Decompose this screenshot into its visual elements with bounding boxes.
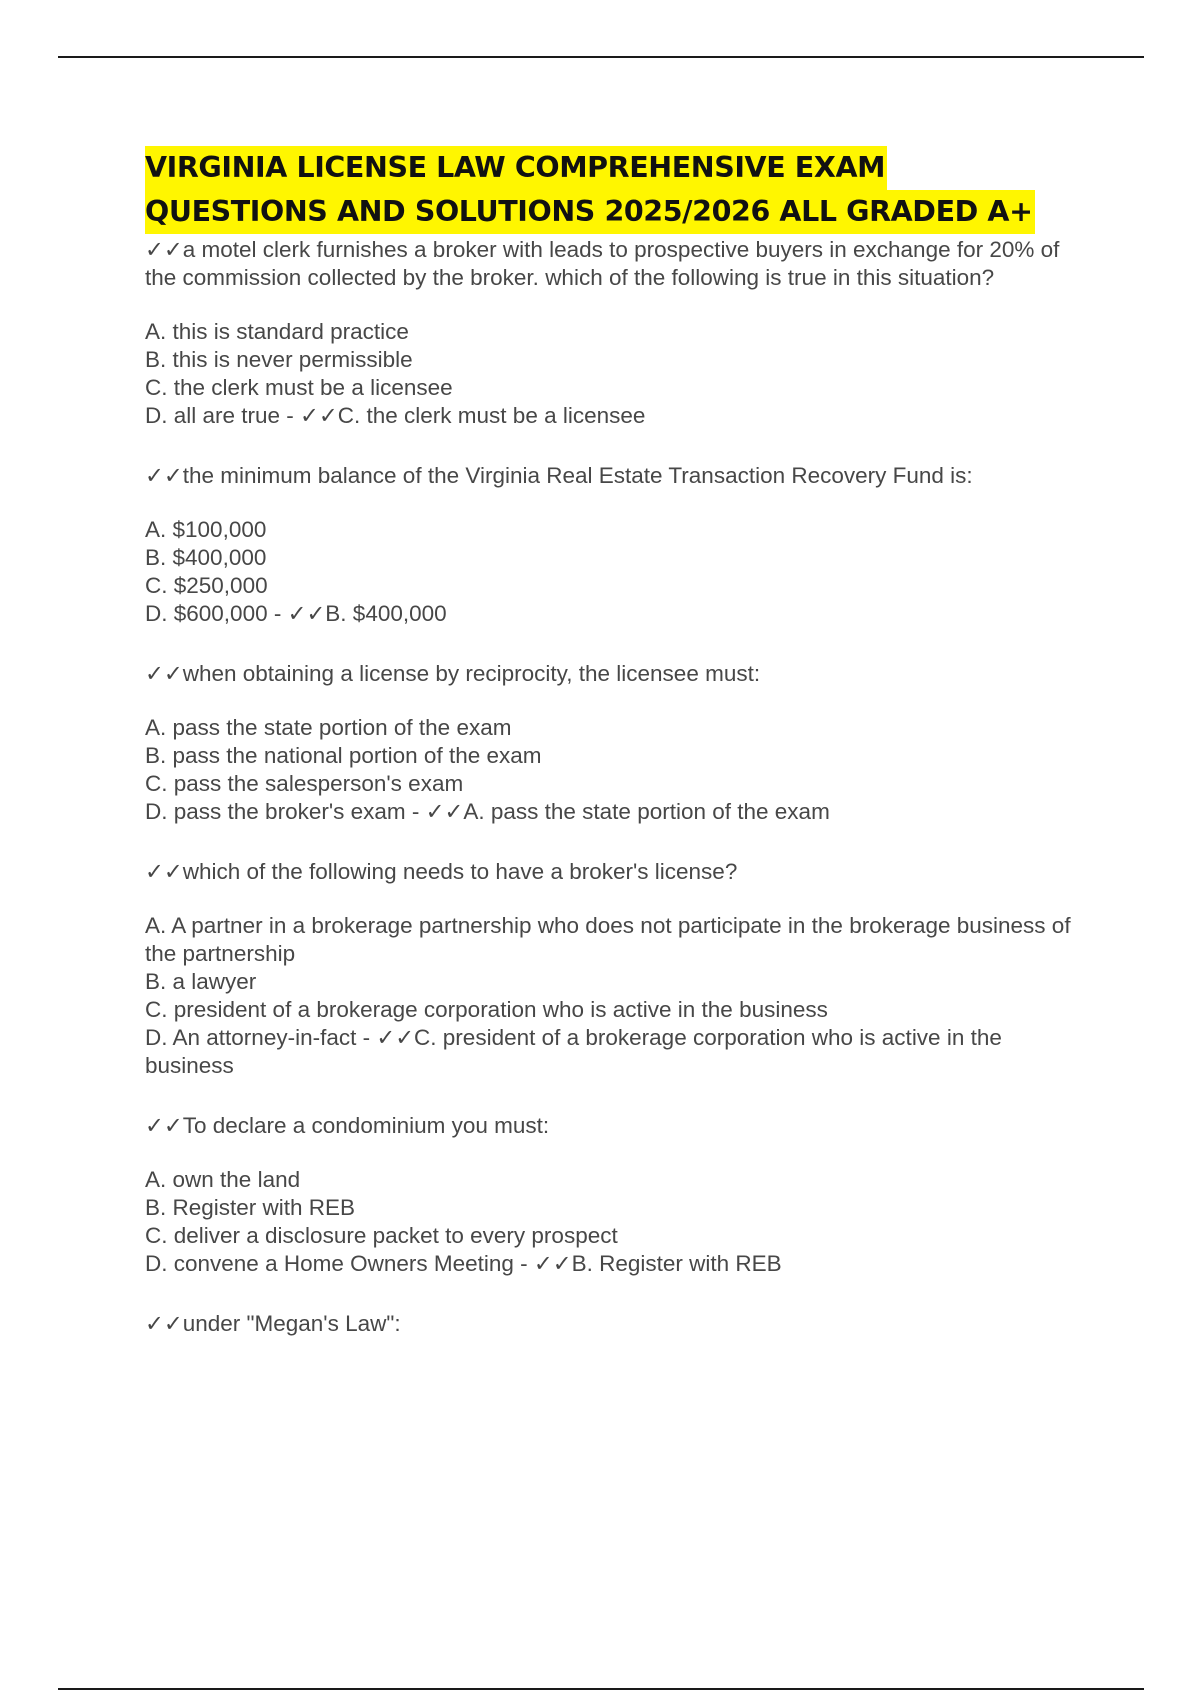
option-a: A. $100,000 <box>145 517 267 542</box>
option-c: C. pass the salesperson's exam <box>145 771 464 796</box>
question-block-4 <box>145 858 1075 1080</box>
option-c: C. deliver a disclosure packet to every prospect <box>145 1223 618 1248</box>
title-line-2: QUESTIONS AND SOLUTIONS 2025/2026 ALL GRADED A+ <box>145 190 1035 234</box>
question-text: ✓✓under "Megan's Law": <box>145 1311 401 1336</box>
option-c: C. $250,000 <box>145 573 268 598</box>
question-block-1 <box>145 236 1075 430</box>
options-list <box>145 318 1075 430</box>
document-title <box>145 146 1075 234</box>
question-block-6 <box>145 1310 1075 1338</box>
bottom-rule <box>58 1688 1144 1690</box>
option-a: A. A partner in a brokerage partnership who does not participate in the brokerage business of the partnership <box>145 913 1077 966</box>
question-text: ✓✓a motel clerk furnishes a broker with leads to prospective buyers in exchange for 20% of the commission collected by the broker. which of the following is true in this situation? <box>145 237 1066 290</box>
option-b: B. pass the national portion of the exam <box>145 743 542 768</box>
options-list <box>145 912 1075 1080</box>
question-text: ✓✓the minimum balance of the Virginia Real Estate Transaction Recovery Fund is: <box>145 463 973 488</box>
option-b: B. this is never permissible <box>145 347 413 372</box>
title-line-1: VIRGINIA LICENSE LAW COMPREHENSIVE EXAM <box>145 146 887 190</box>
question-text: ✓✓which of the following needs to have a broker's license? <box>145 859 738 884</box>
option-b: B. Register with REB <box>145 1195 356 1220</box>
option-c: C. president of a brokerage corporation who is active in the business <box>145 997 828 1022</box>
question-text: ✓✓when obtaining a license by reciprocity, the licensee must: <box>145 661 761 686</box>
options-list <box>145 714 1075 826</box>
option-d-with-answer: D. An attorney-in-fact - ✓✓C. president of a brokerage corporation who is active in the business <box>145 1025 1009 1078</box>
question-block-2 <box>145 462 1075 628</box>
document-body <box>145 146 1075 1370</box>
question-text: ✓✓To declare a condominium you must: <box>145 1113 550 1138</box>
top-rule <box>58 56 1144 58</box>
option-d-with-answer: D. $600,000 - ✓✓B. $400,000 <box>145 601 447 626</box>
option-b: B. $400,000 <box>145 545 267 570</box>
option-a: A. own the land <box>145 1167 301 1192</box>
option-d-with-answer: D. all are true - ✓✓C. the clerk must be a licensee <box>145 403 646 428</box>
question-block-3 <box>145 660 1075 826</box>
option-c: C. the clerk must be a licensee <box>145 375 453 400</box>
option-a: A. this is standard practice <box>145 319 409 344</box>
option-d-with-answer: D. pass the broker's exam - ✓✓A. pass the state portion of the exam <box>145 799 830 824</box>
question-block-5 <box>145 1112 1075 1278</box>
options-list <box>145 516 1075 628</box>
option-a: A. pass the state portion of the exam <box>145 715 512 740</box>
option-d-with-answer: D. convene a Home Owners Meeting - ✓✓B. Register with REB <box>145 1251 782 1276</box>
option-b: B. a lawyer <box>145 969 257 994</box>
options-list <box>145 1166 1075 1278</box>
